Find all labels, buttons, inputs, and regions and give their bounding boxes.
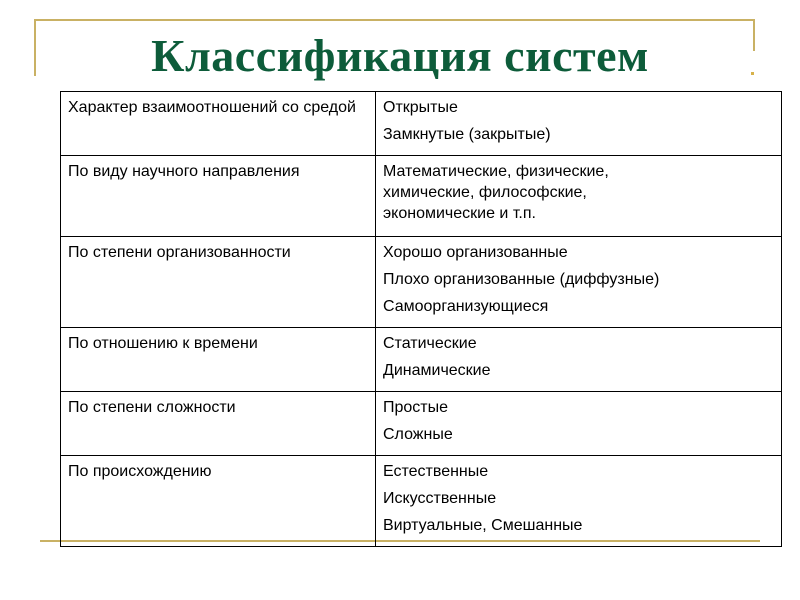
value-item: Открытые <box>383 99 458 116</box>
value-item: Динамические <box>383 362 491 379</box>
criterion-cell: По отношению к времени <box>61 328 376 392</box>
criterion-cell: По происхождению <box>61 456 376 547</box>
values-cell <box>376 156 782 237</box>
table-row <box>61 237 782 328</box>
criterion-cell: По виду научного направления <box>61 156 376 237</box>
value-item: Плохо организованные (диффузные) <box>383 271 660 288</box>
values-cell <box>376 456 782 547</box>
values-cell <box>376 328 782 392</box>
value-item: Виртуальные, Смешанные <box>383 517 583 534</box>
value-item: химические, философские, <box>383 184 587 201</box>
value-item: Искусственные <box>383 490 497 507</box>
table-row <box>61 156 782 237</box>
value-item: Замкнутые (закрытые) <box>383 126 551 143</box>
value-item: Сложные <box>383 426 453 443</box>
value-item: Статические <box>383 335 477 352</box>
criterion-cell: Характер взаимоотношений со средой <box>61 92 376 156</box>
criterion-cell: По степени организованности <box>61 237 376 328</box>
value-item: Хорошо организованные <box>383 244 568 261</box>
value-item: Математические, физические, <box>383 163 609 180</box>
slide-title: Классификация систем <box>151 30 649 81</box>
values-cell <box>376 237 782 328</box>
table-row <box>61 92 782 156</box>
frame-top-line <box>34 19 755 21</box>
table-row <box>61 392 782 456</box>
criterion-cell: По степени сложности <box>61 392 376 456</box>
value-item: Простые <box>383 399 449 416</box>
value-item: Естественные <box>383 463 489 480</box>
value-item: экономические и т.п. <box>383 205 536 222</box>
value-item: Самоорганизующиеся <box>383 298 549 315</box>
values-cell <box>376 392 782 456</box>
classification-table <box>60 91 782 547</box>
table-row <box>61 456 782 547</box>
table-row <box>61 328 782 392</box>
values-cell <box>376 92 782 156</box>
